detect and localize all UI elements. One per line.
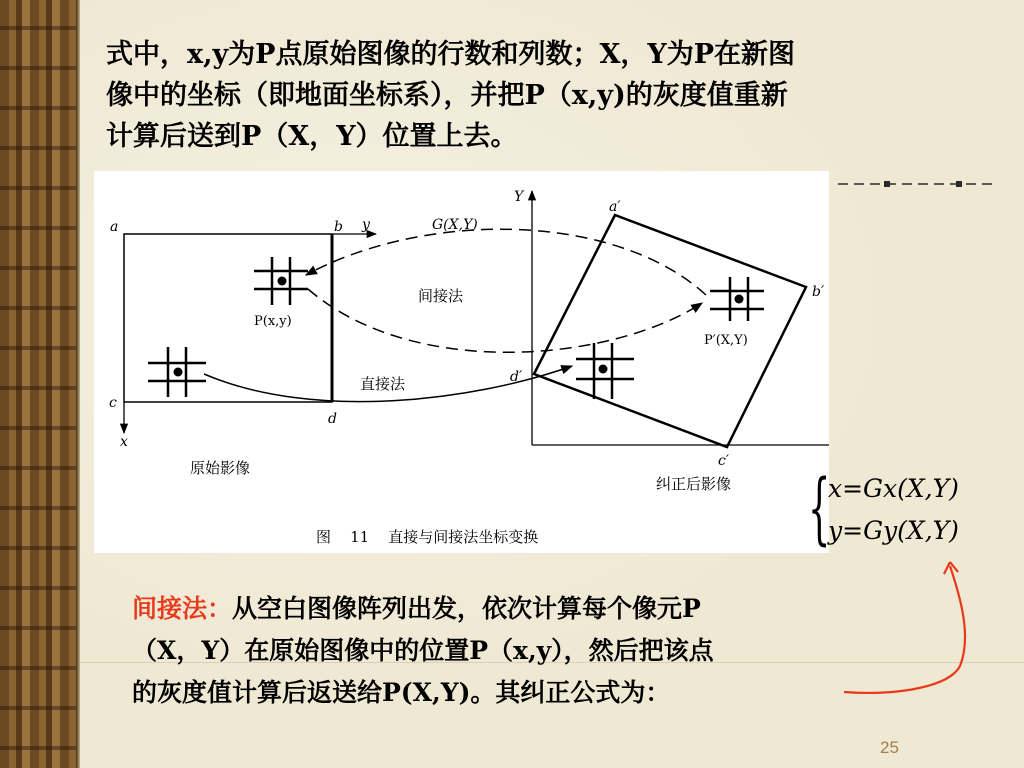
corner-d2-label: d′ bbox=[510, 369, 523, 385]
indirect-method-paragraph bbox=[132, 588, 952, 714]
point-p-dot bbox=[278, 277, 287, 286]
axis-y-label: y bbox=[362, 217, 370, 233]
corner-b2-label: b′ bbox=[812, 284, 825, 300]
direct-label: 直接法 bbox=[360, 375, 406, 393]
transformation-figure bbox=[94, 171, 829, 553]
original-image-frame bbox=[124, 234, 332, 402]
bottom-line-3: 的灰度值计算后返送给P(X,Y)。其纠正公式为： bbox=[132, 678, 671, 707]
corrected-image-frame bbox=[534, 215, 806, 447]
corner-d-label: d bbox=[328, 411, 337, 427]
corner-a2-label: a′ bbox=[609, 199, 621, 215]
paragraph-line-3: 计算后送到P（X，Y）位置上去。 bbox=[106, 121, 518, 152]
point-p-label: P(x,y) bbox=[254, 314, 292, 329]
corner-c-label: c bbox=[109, 395, 117, 411]
mapping-label: G(X,Y) bbox=[432, 217, 478, 233]
figure-caption: 图 11 直接与间接法坐标变换 bbox=[316, 528, 539, 546]
indirect-arc-top bbox=[306, 229, 706, 295]
indirect-label: 间接法 bbox=[418, 287, 464, 305]
figure-svg bbox=[94, 171, 829, 553]
correction-formula bbox=[808, 464, 1018, 560]
page-number: 25 bbox=[880, 738, 899, 757]
formula-brace: { bbox=[808, 464, 831, 554]
top-paragraph bbox=[106, 34, 986, 157]
indirect-method-term: 间接法： bbox=[132, 594, 233, 623]
point-p2-label: P′(X,Y) bbox=[704, 333, 748, 348]
corner-c2-label: c′ bbox=[718, 453, 730, 469]
bottom-line-2: （X，Y）在原始图像中的位置P（x,y），然后把该点 bbox=[132, 636, 714, 665]
bottom-line-1 bbox=[132, 588, 952, 630]
axis-Y-label: Y bbox=[514, 189, 524, 205]
indirect-arc-bottom bbox=[308, 289, 702, 352]
formula-line-1: x=Gx(X,Y) bbox=[828, 474, 959, 503]
target-point-dot bbox=[599, 365, 608, 374]
wood-strip-decoration bbox=[0, 0, 80, 768]
bottom-line-1-text: 从空白图像阵列出发，依次计算每个像元P bbox=[232, 594, 701, 623]
point-p2-dot bbox=[735, 295, 744, 304]
corner-b-label: b bbox=[334, 219, 343, 235]
decorative-dashes bbox=[838, 176, 998, 196]
axis-x-label: x bbox=[120, 434, 128, 450]
corrected-caption: 纠正后影像 bbox=[656, 475, 732, 493]
paragraph-line-2: 像中的坐标（即地面坐标系），并把P（x,y)的灰度值重新 bbox=[106, 80, 788, 111]
direct-point-dot bbox=[174, 368, 183, 377]
formula-line-2: y=Gy(X,Y) bbox=[828, 516, 959, 545]
corner-a-label: a bbox=[110, 219, 119, 235]
original-caption: 原始影像 bbox=[190, 459, 251, 477]
paragraph-line-1: 式中，x,y为P点原始图像的行数和列数；X，Y为P在新图 bbox=[106, 39, 796, 70]
